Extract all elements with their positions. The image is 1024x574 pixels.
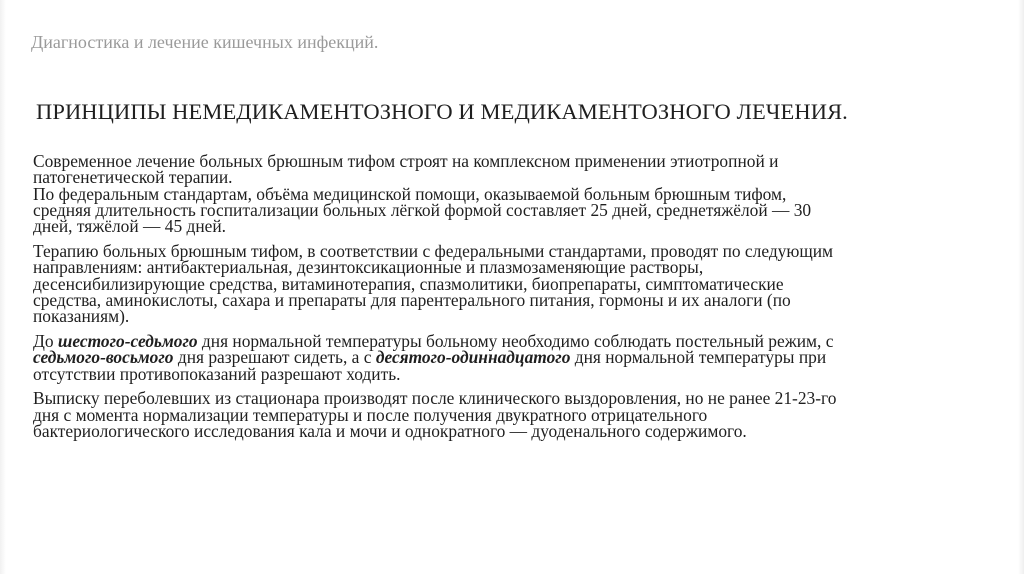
slide-title: ПРИНЦИПЫ НЕМЕДИКАМЕНТОЗНОГО И МЕДИКАМЕНТОЗНОГО ЛЕЧЕНИЯ. [36,99,848,124]
emphasized-text: шестого-седьмого [57,330,198,351]
text-line: направлениям: антибактериальная, дезинтоксикационные и плазмозаменяющие растворы, [33,257,704,278]
slide-content [33,153,1023,448]
text-run: дня нормальной температуры больному необходимо соблюдать постельный режим, с [197,330,834,351]
text-line: средняя длительность госпитализации больных лёгкой формой составляет 25 дней, среднетяжёлой — 30 [33,199,812,220]
text-run: дня разрешают сидеть, а с [173,347,376,368]
slide-supertitle: Диагностика и лечение кишечных инфекций. [31,32,379,52]
text-line: дня с момента нормализации температуры и после получения двукратного отрицательного [33,404,708,425]
text-line: отсутствии противопоказаний разрешают ходить. [33,363,401,384]
text-line: Современное лечение больных брюшным тифом строят на комплексном применении этиотропной и [33,151,779,171]
emphasized-text: десятого-одиннадцатого [375,347,571,368]
paragraph-discharge [33,390,1023,439]
text-run: До [33,330,58,351]
text-line: По федеральным стандартам, объёма медицинской помощи, оказываемой больным брюшным тифом, [33,183,787,204]
text-line: десенсибилизирующие средства, витаминотерапия, спазмолитики, биопрепараты, симптоматические [33,273,784,294]
text-line: Выписку переболевших из стационара производят после клинического выздоровления, но не ранее 21-23-го [33,388,837,409]
text-run: дня нормальной температуры при [570,347,827,368]
emphasized-text: седьмого-восьмого [33,347,174,368]
text-line: показаниям). [33,306,130,327]
text-line: бактериологического исследования кала и мочи и однократного — дуоденального содержимого. [33,420,747,441]
text-line: Терапию больных брюшным тифом, в соответствии с федеральными стандартами, проводят по следующим [33,240,834,261]
paragraph-treatment-overview [33,151,1023,237]
text-line: средства, аминокислоты, сахара и препараты для парентерального питания, гормоны и их аналоги (по [33,289,791,310]
paragraph-bed-regimen [33,330,1023,384]
text-line: патогенетической терапии. [33,167,233,188]
left-edge-shadow [0,0,6,574]
text-line: дней, тяжёлой — 45 дней. [33,216,227,237]
paragraph-therapy-directions [33,240,1023,327]
